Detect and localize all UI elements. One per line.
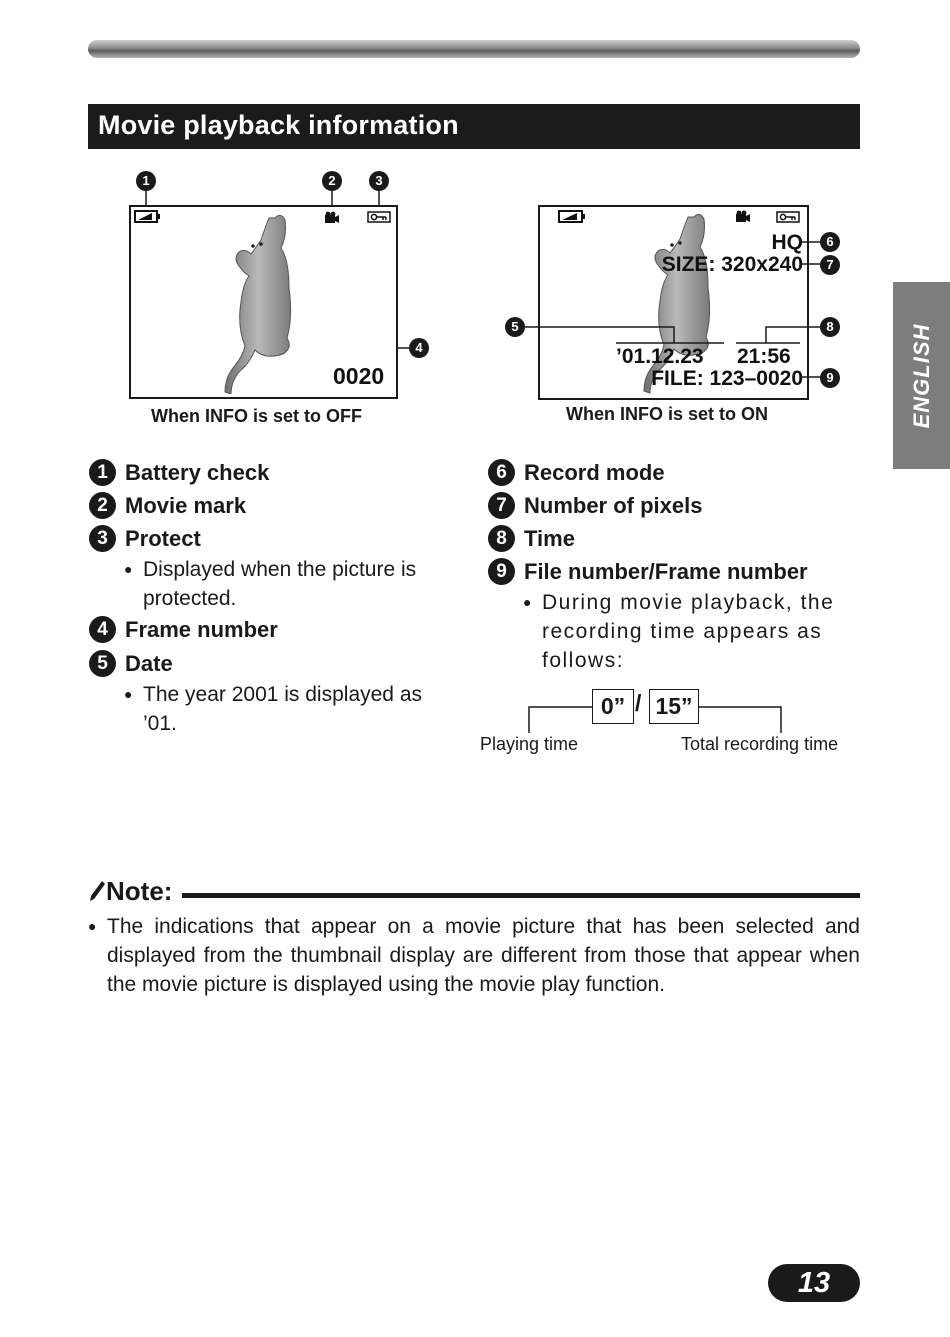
callout-5: 5	[505, 317, 525, 337]
item-number-badge: 1	[89, 459, 116, 486]
item-label: Protect	[125, 525, 201, 551]
callout-7: 7	[820, 255, 840, 275]
bullet-icon: ●	[88, 918, 97, 934]
item-number-badge: 8	[488, 525, 515, 552]
protect-note-line-2: protected.	[143, 587, 237, 610]
item-label: Movie mark	[125, 492, 247, 518]
item-number-badge: 5	[89, 650, 116, 677]
callout-6: 6	[820, 232, 840, 252]
time-separator: /	[635, 690, 642, 716]
item-label: Frame number	[125, 616, 278, 642]
date-note-line-1: The year 2001 is displayed as	[143, 683, 422, 706]
item-label: File number/Frame number	[524, 558, 808, 584]
page-number: 13	[768, 1264, 860, 1302]
time-display: 21:56	[737, 345, 791, 368]
caption-info-on: When INFO is set to ON	[566, 404, 769, 424]
bullet-icon: ●	[523, 594, 533, 610]
file-note-line-1: During movie playback, the	[542, 591, 835, 614]
item-label: Record mode	[524, 459, 665, 485]
note-heading-text: Note:	[106, 876, 173, 906]
playing-time-box: 0”	[592, 689, 634, 724]
item-label: Time	[524, 525, 575, 551]
callout-4: 4	[409, 338, 429, 358]
pencil-icon	[88, 880, 106, 902]
frame-number-display: 0020	[333, 363, 385, 389]
note-rule	[182, 893, 860, 898]
item-number-badge: 3	[89, 525, 116, 552]
item-number-badge: 6	[488, 459, 515, 486]
item-label: Number of pixels	[524, 492, 703, 518]
item-label: Battery check	[125, 459, 270, 485]
record-mode-display: HQ	[771, 231, 803, 254]
total-time-label: Total recording time	[681, 734, 839, 754]
item-number-badge: 9	[488, 558, 515, 585]
callout-9: 9	[820, 368, 840, 388]
date-note-line-2: ’01.	[143, 712, 177, 735]
caption-info-off: When INFO is set to OFF	[151, 406, 362, 426]
playing-time-label: Playing time	[480, 734, 579, 754]
callout-3: 3	[369, 171, 389, 191]
bullet-icon: ●	[124, 686, 133, 702]
language-tab-label: ENGLISH	[908, 323, 934, 428]
item-label: Date	[125, 650, 173, 676]
callout-2: 2	[322, 171, 342, 191]
callout-1: 1	[136, 171, 156, 191]
size-display: SIZE: 320x240	[661, 253, 803, 276]
file-number-display: FILE: 123–0020	[651, 367, 803, 390]
bullet-icon: ●	[124, 561, 133, 577]
date-display: ’01.12.23	[616, 345, 704, 368]
file-note-line-3: follows:	[542, 649, 625, 672]
item-number-badge: 7	[488, 492, 515, 519]
item-number-badge: 2	[89, 492, 116, 519]
note-text: The indications that appear on a movie picture that has been selected and displayed from the thumbnail display are different from those that appear when the movie picture is displayed using the movie play function.	[107, 915, 860, 996]
item-number-badge: 4	[89, 616, 116, 643]
callout-8: 8	[820, 317, 840, 337]
section-title: Movie playback information	[98, 110, 459, 140]
file-note-line-2: recording time appears as	[542, 620, 823, 643]
total-time-box: 15”	[649, 689, 699, 724]
note-heading	[88, 876, 172, 907]
protect-note-line-1: Displayed when the picture is	[143, 558, 417, 581]
